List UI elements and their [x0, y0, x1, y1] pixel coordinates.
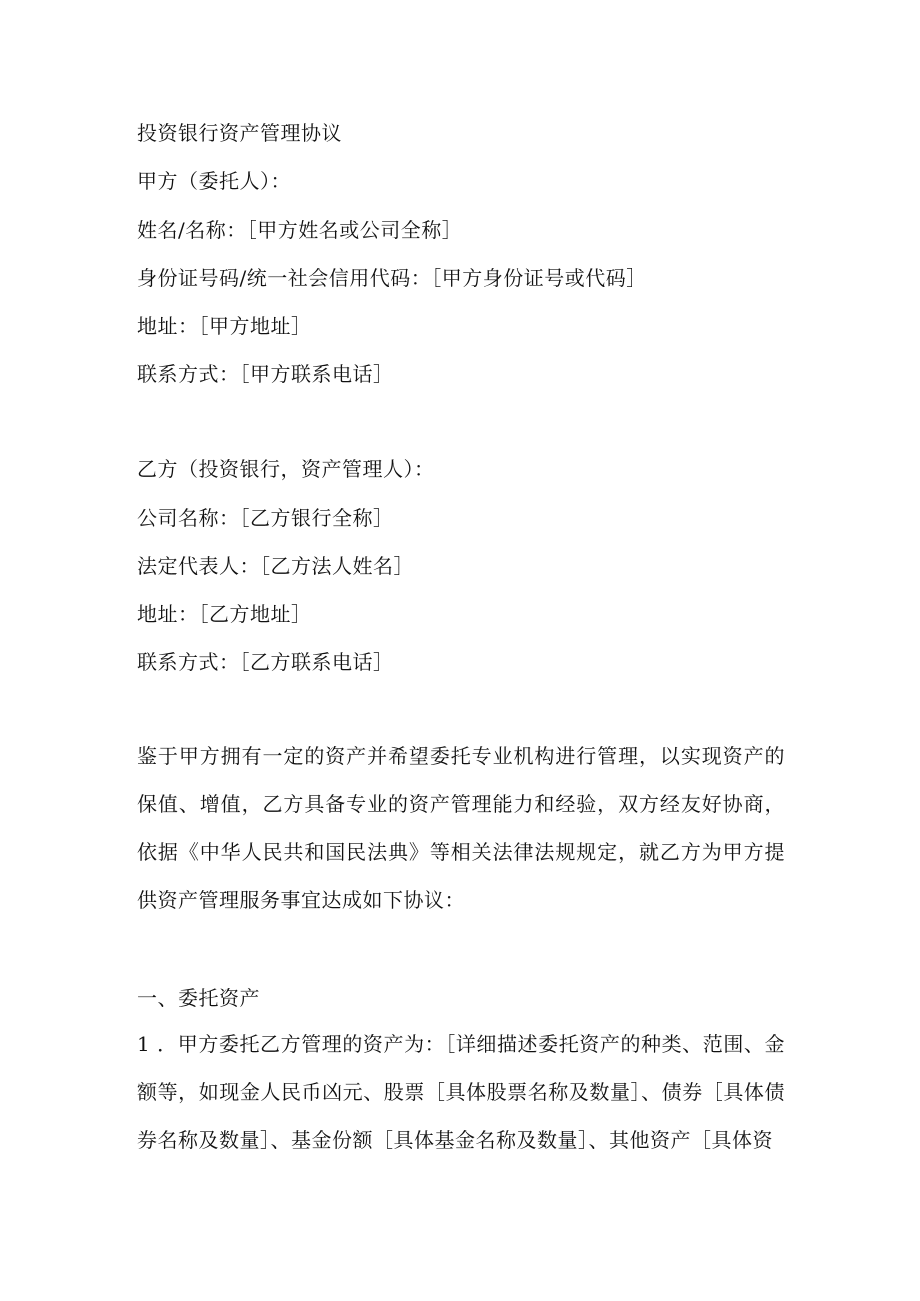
party-b-heading: 乙方（投资银行，资产管理人）：: [137, 457, 435, 481]
section-1-heading: 一、委托资产: [137, 986, 260, 1010]
party-a-name: 姓名/名称：［甲方姓名或公司全称］: [137, 218, 463, 242]
party-b-contact: 联系方式：［乙方联系电话］: [137, 650, 394, 674]
party-b-representative: 法定代表人：［乙方法人姓名］: [137, 554, 414, 578]
preamble-paragraph: 鉴于甲方拥有一定的资产并希望委托专业机构进行管理，以实现资产的保值、增值，乙方具备专业的资产管理能力和经验，双方经友好协商，依据《中华人民共和国民法典》等相关法律法规规定，就乙方为甲方提供资产管理服务事宜达成如下协议：: [137, 744, 785, 912]
section-1-clause-1: 1 ．甲方委托乙方管理的资产为：［详细描述委托资产的种类、范围、金额等，如现金人民币凶元、股票［具体股票名称及数量］、债券［具体债券名称及数量］、基金份额［具体基金名称及数量］、其他资产［具体资: [137, 1032, 785, 1152]
party-a-contact: 联系方式：［甲方联系电话］: [137, 362, 394, 386]
party-b-company: 公司名称：［乙方银行全称］: [137, 506, 394, 530]
party-a-address: 地址：［甲方地址］: [137, 314, 312, 338]
document-title: 投资银行资产管理协议: [137, 121, 342, 145]
party-a-id: 身份证号码/统一社会信用代码：［甲方身份证号或代码］: [137, 266, 647, 290]
party-a-heading: 甲方（委托人）：: [137, 169, 291, 193]
party-b-address: 地址：［乙方地址］: [137, 602, 312, 626]
